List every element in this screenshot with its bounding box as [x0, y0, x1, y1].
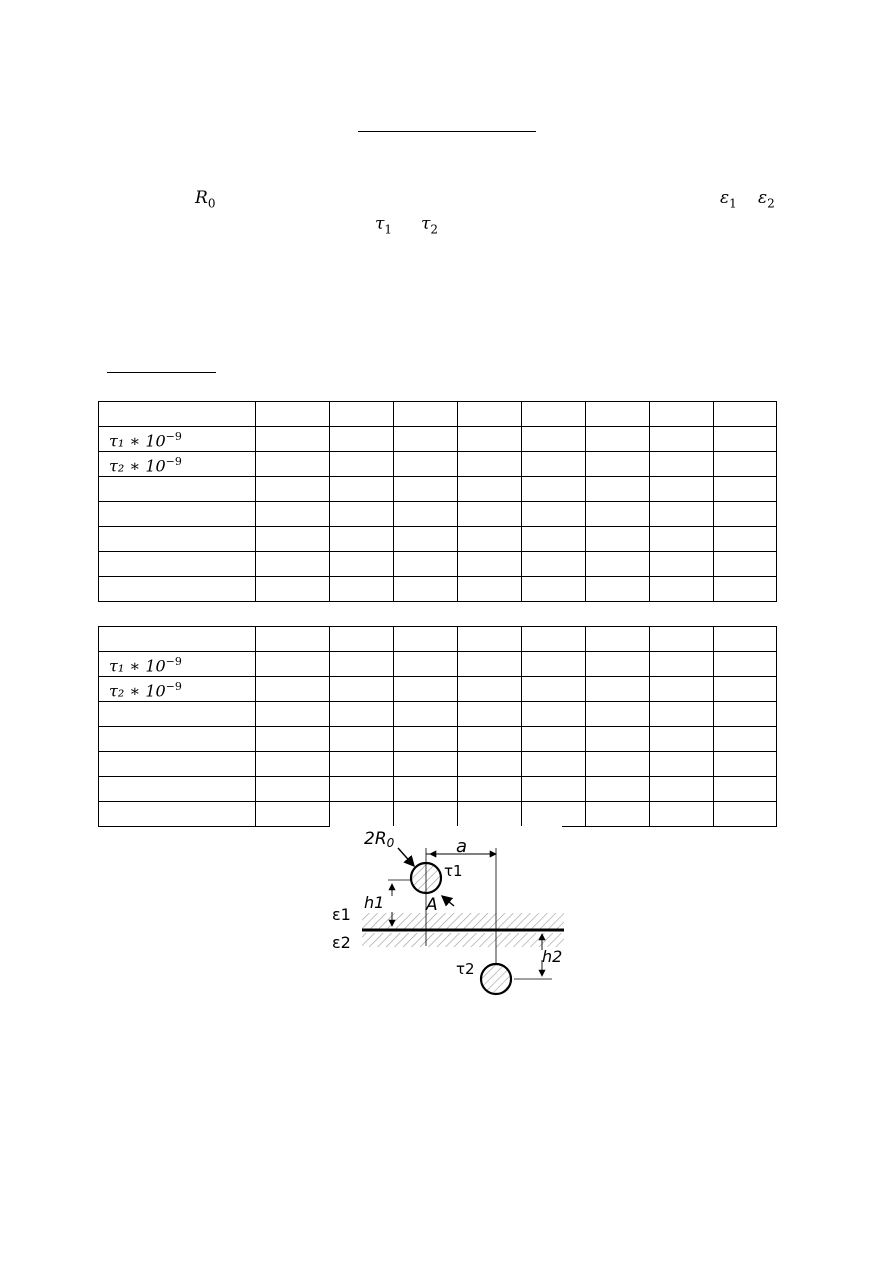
- table-cell: [522, 502, 586, 527]
- table-cell: [650, 777, 714, 802]
- table-cell: [99, 552, 256, 577]
- table-cell: [586, 452, 650, 477]
- table-cell: [458, 427, 522, 452]
- row-label-tau1: τ₁ ∗ $10^{-9}$: [99, 652, 256, 677]
- data-table-1: [98, 401, 777, 602]
- table-cell: [586, 477, 650, 502]
- table-cell: [458, 702, 522, 727]
- table-cell: [522, 802, 586, 827]
- table-cell: [522, 702, 586, 727]
- table-cell: [394, 627, 458, 652]
- table-cell: [394, 552, 458, 577]
- table-row: [99, 477, 777, 502]
- label-h1: h1: [364, 893, 385, 912]
- table-cell: [714, 552, 777, 577]
- table-cell: [714, 777, 777, 802]
- table-row: [99, 802, 777, 827]
- table-cell: [522, 477, 586, 502]
- table-cell: [650, 427, 714, 452]
- table-cell: [522, 527, 586, 552]
- table-cell: [394, 752, 458, 777]
- table-cell: [330, 552, 394, 577]
- table-cell: [330, 652, 394, 677]
- table-cell: [586, 752, 650, 777]
- table-cell: [522, 452, 586, 477]
- row-label-tau2: τ₂ ∗ $10^{-9}$: [99, 677, 256, 702]
- table-row: [99, 552, 777, 577]
- table-cell: [330, 402, 394, 427]
- table-row: [99, 777, 777, 802]
- table-cell: [586, 652, 650, 677]
- table-cell: [522, 577, 586, 602]
- table-cell: [714, 802, 777, 827]
- table-cell: [522, 677, 586, 702]
- table-cell: [458, 402, 522, 427]
- table-cell: [458, 552, 522, 577]
- symbol-eps2: $\varepsilon_2$: [758, 188, 775, 211]
- table-cell: [650, 527, 714, 552]
- table-cell: [394, 677, 458, 702]
- table-cell: [256, 427, 330, 452]
- table-cell: [458, 777, 522, 802]
- table-cell: [586, 627, 650, 652]
- hatch-lower: [362, 933, 564, 947]
- table-cell: [586, 802, 650, 827]
- table-cell: [330, 627, 394, 652]
- table-row: [99, 752, 777, 777]
- table-cell: [256, 802, 330, 827]
- table-cell: [330, 727, 394, 752]
- symbol-eps1: $\varepsilon_1$: [720, 188, 737, 211]
- table-cell: [394, 702, 458, 727]
- table-cell: [586, 427, 650, 452]
- table-cell: [394, 527, 458, 552]
- table-cell: [522, 652, 586, 677]
- table-cell: [394, 402, 458, 427]
- table-cell: [256, 502, 330, 527]
- table-cell: [650, 702, 714, 727]
- table-cell: [256, 777, 330, 802]
- table-cell: [458, 727, 522, 752]
- table-cell: [650, 627, 714, 652]
- table-cell: [256, 402, 330, 427]
- symbol-tau2: $\tau_2$: [421, 214, 439, 237]
- row-label-tau2: τ₂ ∗ $10^{-9}$: [99, 452, 256, 477]
- table-cell: [256, 702, 330, 727]
- table-row: [99, 527, 777, 552]
- label-eps2: ε2: [332, 933, 351, 952]
- table-cell: [330, 577, 394, 602]
- table-cell: [458, 802, 522, 827]
- table-cell: [650, 652, 714, 677]
- r0-leader-arrow: [398, 848, 414, 866]
- table-cell: [714, 502, 777, 527]
- table-cell: [256, 552, 330, 577]
- table-cell: [522, 727, 586, 752]
- table-cell: [99, 577, 256, 602]
- table-cell: [586, 577, 650, 602]
- conductor-2: [481, 964, 511, 994]
- table-cell: [714, 677, 777, 702]
- table-cell: [458, 527, 522, 552]
- table-cell: [586, 552, 650, 577]
- row-label-tau1: τ₁ ∗ $10^{-9}$: [99, 427, 256, 452]
- table-cell: [650, 577, 714, 602]
- data-table-2: [98, 626, 777, 827]
- section-underline: [107, 372, 216, 373]
- table-cell: [330, 427, 394, 452]
- table-cell: [256, 452, 330, 477]
- table-cell: [714, 752, 777, 777]
- row-label: [99, 402, 256, 427]
- table-cell: [458, 452, 522, 477]
- table-cell: [650, 727, 714, 752]
- table-cell: [522, 552, 586, 577]
- table-cell: [394, 652, 458, 677]
- symbol-r0: $R_0$: [195, 188, 216, 211]
- table-cell: [586, 702, 650, 727]
- table-row: [99, 427, 777, 452]
- table-cell: [586, 502, 650, 527]
- table-cell: [99, 702, 256, 727]
- label-a: a: [456, 836, 468, 857]
- table-cell: [394, 727, 458, 752]
- table-cell: [394, 427, 458, 452]
- table-cell: [458, 627, 522, 652]
- table-cell: [394, 802, 458, 827]
- table-cell: [714, 477, 777, 502]
- label-2r0: 2R0: [364, 829, 395, 850]
- a-point-arrow: [442, 896, 454, 906]
- table-cell: [394, 452, 458, 477]
- table-cell: [394, 502, 458, 527]
- table-cell: [330, 527, 394, 552]
- label-h2: h2: [542, 947, 563, 966]
- table-cell: [714, 452, 777, 477]
- table-row: [99, 677, 777, 702]
- table-cell: [99, 752, 256, 777]
- label-A: A: [426, 895, 438, 915]
- table-cell: [458, 577, 522, 602]
- table-cell: [650, 477, 714, 502]
- table-cell: [522, 777, 586, 802]
- symbol-tau1: $\tau_1$: [375, 214, 393, 237]
- table-cell: [458, 652, 522, 677]
- table-cell: [256, 752, 330, 777]
- label-eps1: ε1: [332, 905, 351, 924]
- table-cell: [586, 727, 650, 752]
- table-cell: [99, 502, 256, 527]
- table-cell: [330, 502, 394, 527]
- table-cell: [458, 677, 522, 702]
- table-cell: [522, 752, 586, 777]
- table-cell: [586, 677, 650, 702]
- table-cell: [522, 402, 586, 427]
- table-cell: [330, 752, 394, 777]
- table-cell: [714, 527, 777, 552]
- table-cell: [586, 777, 650, 802]
- table-cell: [458, 477, 522, 502]
- table-cell: [330, 777, 394, 802]
- table-cell: [650, 402, 714, 427]
- table-cell: [256, 577, 330, 602]
- table-cell: [256, 627, 330, 652]
- table-cell: [256, 677, 330, 702]
- table-cell: [714, 652, 777, 677]
- table-cell: [714, 727, 777, 752]
- table-cell: [256, 477, 330, 502]
- table-cell: [650, 552, 714, 577]
- table-cell: [394, 577, 458, 602]
- table-cell: [714, 402, 777, 427]
- table-cell: [394, 777, 458, 802]
- table-row: [99, 652, 777, 677]
- table-cell: [650, 502, 714, 527]
- table-cell: [256, 652, 330, 677]
- row-label: [99, 627, 256, 652]
- table-cell: [586, 402, 650, 427]
- label-tau2: τ2: [456, 960, 475, 978]
- table-row: [99, 727, 777, 752]
- table-cell: [522, 627, 586, 652]
- table-cell: [256, 527, 330, 552]
- table-row: [99, 452, 777, 477]
- table-cell: [99, 777, 256, 802]
- table-cell: [714, 702, 777, 727]
- table-cell: [256, 727, 330, 752]
- table-cell: [522, 427, 586, 452]
- conductors-figure: [320, 826, 580, 1006]
- table-cell: [458, 502, 522, 527]
- table-cell: [99, 802, 256, 827]
- table-cell: [714, 627, 777, 652]
- table-cell: [650, 452, 714, 477]
- table-cell: [99, 727, 256, 752]
- table-cell: [99, 477, 256, 502]
- table-cell: [330, 452, 394, 477]
- table-cell: [586, 527, 650, 552]
- table-cell: [714, 577, 777, 602]
- table-row: [99, 577, 777, 602]
- table-row: [99, 402, 777, 427]
- table-row: [99, 627, 777, 652]
- table-cell: [330, 477, 394, 502]
- table-cell: [650, 752, 714, 777]
- table-cell: [650, 677, 714, 702]
- table-cell: [330, 677, 394, 702]
- table-cell: [330, 802, 394, 827]
- table-cell: [99, 527, 256, 552]
- table-cell: [394, 477, 458, 502]
- table-row: [99, 702, 777, 727]
- table-row: [99, 502, 777, 527]
- table-cell: [714, 427, 777, 452]
- title-underline: [358, 131, 536, 132]
- table-cell: [650, 802, 714, 827]
- table-cell: [330, 702, 394, 727]
- table-cell: [458, 752, 522, 777]
- label-tau1: τ1: [444, 862, 463, 880]
